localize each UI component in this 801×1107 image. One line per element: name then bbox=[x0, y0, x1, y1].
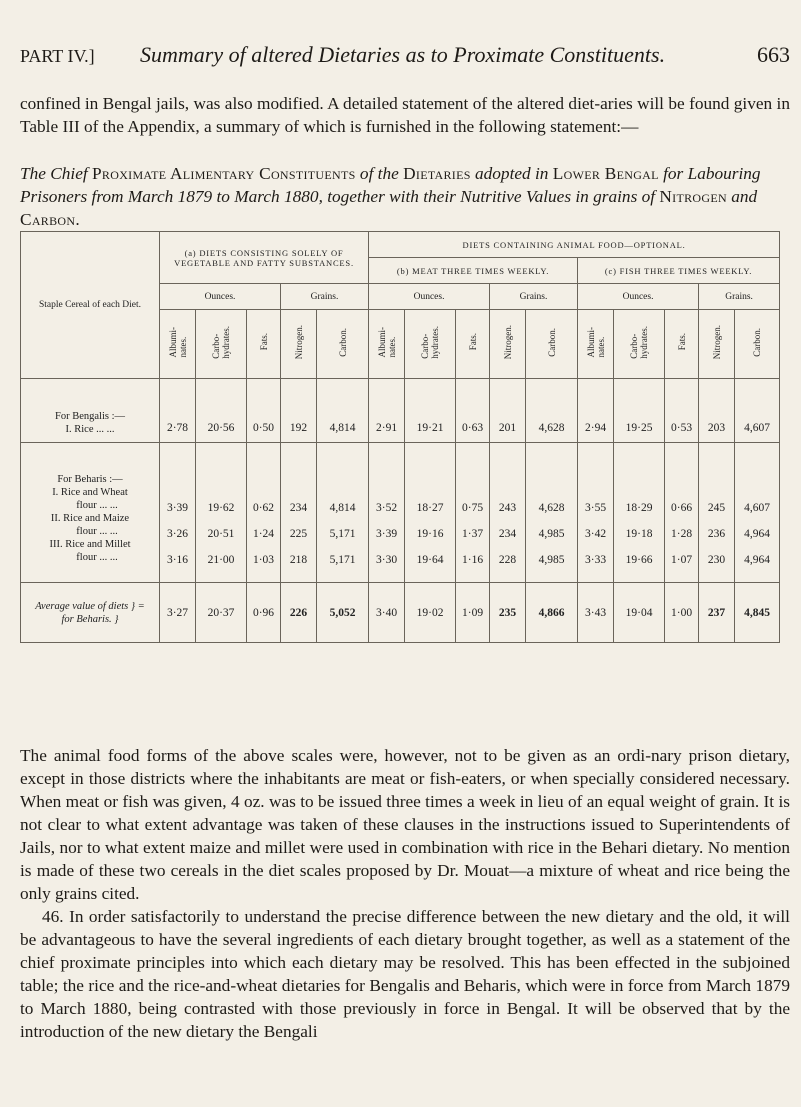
cell: 243 bbox=[498, 502, 517, 514]
cell: 230 bbox=[707, 554, 726, 566]
cell: 19·64 bbox=[416, 554, 444, 566]
heading-part: adopted in bbox=[475, 164, 549, 183]
cell: 0·62 bbox=[252, 502, 275, 514]
running-title: Summary of altered Dietaries as to Proximate Constituents. bbox=[140, 42, 666, 67]
diet-label: III. Rice and Millet bbox=[49, 539, 131, 550]
cell: 21·00 bbox=[207, 554, 235, 566]
cell-stack bbox=[578, 443, 614, 583]
cell-stack bbox=[665, 443, 699, 583]
heading-part: for bbox=[663, 164, 684, 183]
heading-part: Nitrogen bbox=[659, 187, 727, 206]
cell-stack bbox=[281, 443, 317, 583]
diet-label: for Beharis. } bbox=[61, 613, 119, 625]
cell: 4,814 bbox=[317, 379, 369, 443]
group-animal-header: DIETS CONTAINING ANIMAL FOOD—OPTIONAL. bbox=[369, 232, 780, 258]
cell: 218 bbox=[289, 554, 308, 566]
staple-cereal-header: Staple Cereal of each Diet. bbox=[21, 232, 160, 379]
cell: 3·30 bbox=[375, 554, 398, 566]
running-header bbox=[20, 42, 790, 72]
cell: 237 bbox=[699, 583, 735, 643]
col-albuminates: Albumi- nates. bbox=[160, 310, 196, 379]
cell-stack bbox=[614, 443, 665, 583]
heading-part: Lower Bengal bbox=[552, 164, 659, 183]
cell-stack bbox=[317, 443, 369, 583]
grains-header: Grains. bbox=[281, 284, 369, 310]
col-carbon: Carbon. bbox=[735, 310, 780, 379]
row-label bbox=[21, 583, 160, 643]
cell: 3·39 bbox=[375, 528, 398, 540]
col-carbon: Carbon. bbox=[317, 310, 369, 379]
diet-label: flour ... ... bbox=[76, 552, 118, 563]
diet-label: flour ... ... bbox=[76, 500, 118, 511]
cell: 226 bbox=[281, 583, 317, 643]
col-albuminates: Albumi- nates. bbox=[578, 310, 614, 379]
cell-stack bbox=[160, 443, 196, 583]
cell: 19·25 bbox=[614, 379, 665, 443]
cell-stack bbox=[369, 443, 405, 583]
cell: 19·21 bbox=[405, 379, 456, 443]
heading-part: Labouring Prisoners from March 1879 to March 1880, together with their Nutritive Values in grains of bbox=[20, 164, 761, 206]
row-label bbox=[21, 379, 160, 443]
col-nitrogen: Nitrogen. bbox=[281, 310, 317, 379]
col-nitrogen: Nitrogen. bbox=[699, 310, 735, 379]
cell: 4,628 bbox=[538, 502, 565, 514]
cell: 225 bbox=[289, 528, 308, 540]
cell: 5,171 bbox=[329, 554, 356, 566]
cell: 3·16 bbox=[166, 554, 189, 566]
cell: 18·27 bbox=[416, 502, 444, 514]
cell-stack bbox=[247, 443, 281, 583]
cell: 19·18 bbox=[625, 528, 653, 540]
cell: 203 bbox=[699, 379, 735, 443]
cell: 1·07 bbox=[670, 554, 693, 566]
cell: 3·52 bbox=[375, 502, 398, 514]
cell: 4,607 bbox=[735, 379, 780, 443]
heading-part: Dietaries bbox=[403, 164, 471, 183]
cell: 4,866 bbox=[526, 583, 578, 643]
group-c-header: (c) FISH THREE TIMES WEEKLY. bbox=[578, 258, 780, 284]
body-paragraph-46: 46. In order satisfactorily to understand the precise difference between the new dietary and the old, it will be advantageous to have the several ingredients of each dietary brought together, as well as a statement of the chief proximate principles into which each dietary may be resolved. This has been effected in the subjoined table; the rice and the rice-and-wheat dietaries for Bengalis and Beharis, which were in force from March 1879 to March 1880, being contrasted with those previously in force in Bengal. It will be observed that by the introduction of the new dietary the Bengali bbox=[20, 907, 790, 1041]
cell: 4,964 bbox=[744, 554, 770, 566]
cell: 0·75 bbox=[461, 502, 484, 514]
cell: 2·94 bbox=[578, 379, 614, 443]
col-carbohydrates: Carbo- hydrates. bbox=[196, 310, 247, 379]
cell: 201 bbox=[490, 379, 526, 443]
cell: 4,628 bbox=[526, 379, 578, 443]
cell: 1·24 bbox=[252, 528, 275, 540]
cell-stack bbox=[490, 443, 526, 583]
grains-header: Grains. bbox=[490, 284, 578, 310]
cell-stack bbox=[196, 443, 247, 583]
cell: 245 bbox=[707, 502, 726, 514]
cell: 3·26 bbox=[166, 528, 189, 540]
cell: 1·37 bbox=[461, 528, 484, 540]
col-carbohydrates: Carbo- hydrates. bbox=[614, 310, 665, 379]
cell: 4,607 bbox=[744, 502, 770, 514]
col-fats: Fats. bbox=[456, 310, 490, 379]
cell: 2·91 bbox=[369, 379, 405, 443]
cell: 234 bbox=[289, 502, 308, 514]
ounces-header: Ounces. bbox=[160, 284, 281, 310]
cell: 19·16 bbox=[416, 528, 444, 540]
heading-part: of the bbox=[359, 164, 399, 183]
cell: 4,845 bbox=[735, 583, 780, 643]
cell: 3·43 bbox=[578, 583, 614, 643]
cell: 1·09 bbox=[456, 583, 490, 643]
col-fats: Fats. bbox=[665, 310, 699, 379]
cell-stack bbox=[735, 443, 780, 583]
cell: 3·55 bbox=[584, 502, 607, 514]
cell: 20·56 bbox=[196, 379, 247, 443]
group-a-header: (a) DIETS CONSISTING SOLELY OF VEGETABLE AND FATTY SUBSTANCES. bbox=[160, 232, 369, 284]
section-label: For Bengalis :— bbox=[55, 411, 125, 422]
cell: 4,985 bbox=[538, 528, 565, 540]
cell: 3·40 bbox=[369, 583, 405, 643]
table-heading bbox=[20, 162, 790, 231]
heading-part: and bbox=[731, 187, 758, 206]
diet-table bbox=[20, 231, 780, 643]
row-label bbox=[21, 443, 160, 583]
cell: 20·51 bbox=[207, 528, 235, 540]
diet-label: I. Rice ... ... bbox=[65, 424, 115, 435]
col-albuminates: Albumi- nates. bbox=[369, 310, 405, 379]
col-carbohydrates: Carbo- hydrates. bbox=[405, 310, 456, 379]
cell: 4,964 bbox=[744, 528, 770, 540]
ounces-header: Ounces. bbox=[578, 284, 699, 310]
heading-part: Proximate Alimentary Constituents bbox=[92, 164, 356, 183]
cell: 192 bbox=[281, 379, 317, 443]
diet-label: flour ... ... bbox=[76, 526, 118, 537]
cell: 18·29 bbox=[625, 502, 653, 514]
col-fats: Fats. bbox=[247, 310, 281, 379]
table-row bbox=[21, 379, 780, 443]
cell: 19·62 bbox=[207, 502, 235, 514]
cell: 0·63 bbox=[456, 379, 490, 443]
body-paragraph: The animal food forms of the above scales were, however, not to be given as an ordi-nary prison dietary, except in those districts where the inhabitants are meat or fish-eaters, or when specially considered necessary. When meat or fish was given, 4 oz. was to be issued three times a week in lieu of an equal weight of grain. It is not clear to what extent advantage was taken of these clauses in the instructions issued to Superintendents of Jails, nor to what extent maize and millet were used in combination with rice in the Behari dietary. No mention is made of these two cereals in the diet scales proposed by Dr. Mouat—a mixture of wheat and rice being the only grains cited. bbox=[20, 746, 790, 903]
cell: 0·96 bbox=[247, 583, 281, 643]
cell-stack bbox=[699, 443, 735, 583]
cell-stack bbox=[405, 443, 456, 583]
cell: 3·42 bbox=[584, 528, 607, 540]
cell: 5,052 bbox=[317, 583, 369, 643]
cell: 2·78 bbox=[160, 379, 196, 443]
heading-part: Carbon. bbox=[20, 210, 80, 229]
table-row bbox=[21, 443, 780, 583]
cell: 228 bbox=[498, 554, 517, 566]
cell: 0·53 bbox=[665, 379, 699, 443]
cell: 0·66 bbox=[670, 502, 693, 514]
diet-label: II. Rice and Maize bbox=[50, 513, 130, 524]
intro-paragraph: confined in Bengal jails, was also modified. A detailed statement of the altered diet-aries will be found given in Table III of the Appendix, a summary of which is furnished in the following statement:— bbox=[20, 94, 790, 136]
cell: 19·04 bbox=[614, 583, 665, 643]
page-number: 663 bbox=[757, 42, 790, 67]
ounces-header: Ounces. bbox=[369, 284, 490, 310]
cell: 1·03 bbox=[252, 554, 275, 566]
cell: 20·37 bbox=[196, 583, 247, 643]
heading-part: The Chief bbox=[20, 164, 88, 183]
diet-label: I. Rice and Wheat bbox=[52, 487, 128, 498]
cell: 4,985 bbox=[538, 554, 565, 566]
cell: 4,814 bbox=[329, 502, 356, 514]
cell: 1·16 bbox=[461, 554, 484, 566]
cell: 3·33 bbox=[584, 554, 607, 566]
cell: 0·50 bbox=[247, 379, 281, 443]
part-label: PART IV.] bbox=[20, 46, 95, 66]
col-nitrogen: Nitrogen. bbox=[490, 310, 526, 379]
section-label: For Beharis :— bbox=[57, 474, 123, 485]
cell: 235 bbox=[490, 583, 526, 643]
diet-label: Average value of diets } = bbox=[35, 600, 145, 612]
cell: 19·02 bbox=[405, 583, 456, 643]
cell: 1·28 bbox=[670, 528, 693, 540]
cell: 3·27 bbox=[160, 583, 196, 643]
cell: 1·00 bbox=[665, 583, 699, 643]
col-carbon: Carbon. bbox=[526, 310, 578, 379]
cell: 19·66 bbox=[625, 554, 653, 566]
group-b-header: (b) MEAT THREE TIMES WEEKLY. bbox=[369, 258, 578, 284]
grains-header: Grains. bbox=[699, 284, 780, 310]
cell: 5,171 bbox=[329, 528, 356, 540]
cell-stack bbox=[526, 443, 578, 583]
cell: 234 bbox=[498, 528, 517, 540]
cell-stack bbox=[456, 443, 490, 583]
cell: 3·39 bbox=[166, 502, 189, 514]
table-row-average bbox=[21, 583, 780, 643]
cell: 236 bbox=[707, 528, 726, 540]
